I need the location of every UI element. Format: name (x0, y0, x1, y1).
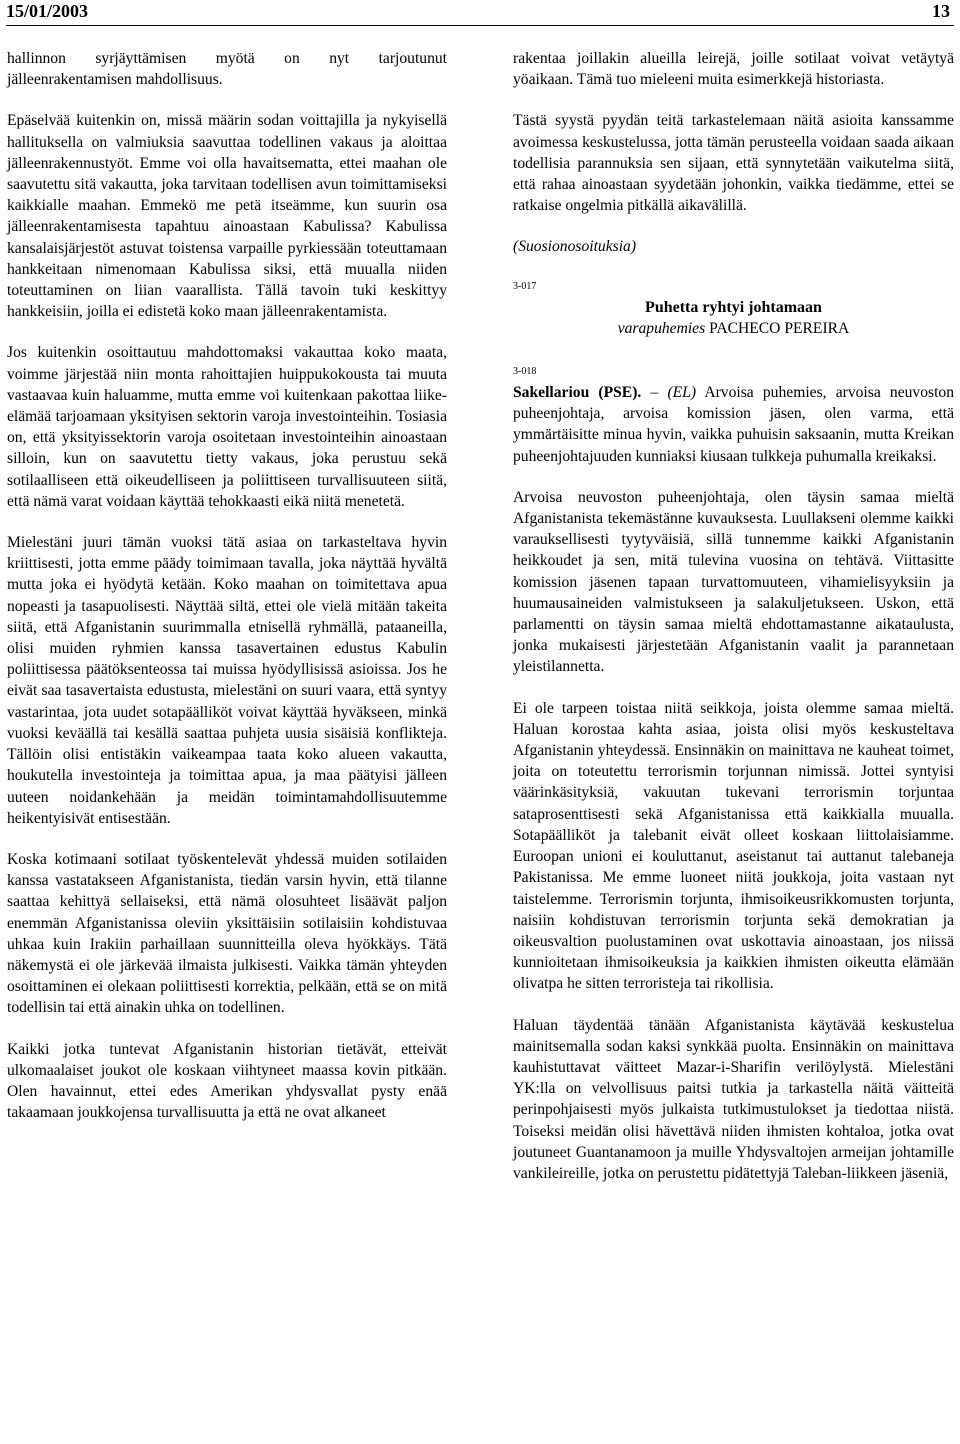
chair-change-title: Puhetta ryhtyi johtamaan (645, 298, 822, 316)
right-paragraph-3: Arvoisa neuvoston puheenjohtaja, olen täysin samaa mieltä Afganistanista tekemästänne kuvauksesta. Luullakseni olemme kaikki varauksellisesti tyytyväisiä, sillä tunnemme kaikki Afganistanin heikkoudet ja sen, mitä tulevina vuosina on tehtävä. Viittasitte komission jäsenen tapaan turvattomuuteen, vihamielisyyksiin ja huumausaineiden valmistukseen ja salakuljetukseen. Uskon, että parlamentti on täysin samaa mieltä ehdottamastanne aikataulusta, jonka mukaisesti järjestetään Afganistanin vaalit ja parannetaan yleistilannetta. (513, 488, 954, 676)
chair-change-heading (513, 297, 954, 339)
left-paragraph-6: Kaikki jotka tuntevat Afganistanin historian tietävät, etteivät ulkomaalaiset joukot ole koskaan viihtyneet maassa kovin pitkään. Olen havainnut, ettei edes Amerikan yhdysvallat pysty enää takaamaan joukkojensa turvallisuutta ja että ne ovat alkaneet (7, 1040, 447, 1122)
right-paragraph-2: Tästä syystä pyydän teitä tarkastelemaan näitä asioita kanssamme avoimessa keskustelussa, jotta tämän perusteella voidaan saada aikaan todellisia parannuksia sen sijaan, että synnytetään vaikutelma siitä, että rahaa ainoastaan syydetään johonkin, vaikka tiedämme, ettei se ratkaise ongelmia pitkällä aikavälillä. (513, 112, 954, 215)
right-paragraph-4: Ei ole tarpeen toistaa niitä seikkoja, joista olemme samaa mieltä. Haluan korostaa kahta asiaa, joista olisi myös keskusteltava Afganistanin yhteydessä. Ensinnäkin on mainittava ne kauheat toimet, joita on toteutettu terrorismin torjunnan nimissä. Jottei syntyisi väärinkäsityksiä, vakuutan tukevani terrorismin torjuntaa sataprosenttisesti sekä Afganistanissa että kaikkialla muualla. Sotapäälliköt ja talebanit eivät olleet koskaan liittolaisiamme. Euroopan unioni ei kouluttanut, aseistanut tai auttanut talebaneja Pakistanissa. Me emme luoneet niitä joukkoja, joita vastaan nyt taistelemme. Terrorismin torjunta, ihmisoikeusrikkomusten torjunta, naisiin kohdistuvan terrorismin torjunta sekä demokratian ja oikeusvaltion puolustaminen ovat uskottavia ainoastaan, jos niissä kunnioitetaan ihmisoikeuksia ja kaikkien ihmisten oikeutta elämään olivatpa he sitten terroristeja tai rikollisia. (513, 699, 954, 993)
speech-opening-text: Arvoisa puhemies, arvoisa neuvoston puheenjohtaja, arvoisa komission jäsen, olen varma, että ymmärtäisitte minua hyvin, vaikka puhuisin saksaanin, mutta Kreikan puheenjohtajuuden kunniaksi kiusaan tulkkeja puhumalla kreikaksi. (513, 384, 955, 465)
header-rule (6, 25, 954, 26)
right-paragraph-5: Haluan täydentää tänään Afganistanista käytävää keskustelua mainitsemalla sodan kaksi synkkää puolta. Ensinnäkin on mainittava kauhistuttavat väitteet Mazar-i-Sharifin verilöylystä. Mielestäni YK:lla on velvollisuus paitsi tutkia ja tarkastella näitä väitteitä perinpohjaisesti myös julkaista tutkimustulokset ja tiedottaa niistä. Toiseksi meidän olisi hävettävä niiden ihmisten kohtaloa, jotka ovat joutuneet Guantanamoon ja muille Yhdysvaltojen armeijan johtamille vankileireille, jotka on perustettu pidätettyjä Taleban-liikkeen jäseniä, (513, 1016, 954, 1182)
left-paragraph-5: Koska kotimaani sotilaat työskentelevät yhdessä muiden sotilaiden kanssa vastatakseen Afganistanista, tiedän varsin hyvin, että tilanne saattaa kehittyä sellaiseksi, että nämä olosuhteet lisäävät paljon enemmän Afganistanissa oleviin yksittäisiin sotilaisiin kohdistuvaa uhkaa kuin Irakiin parhaillaan suunnitteilla oleva hyökkäys. Tätä näkemystä ei ole järkevää ilmaista julkisesti. Vaikka tämän yhteyden osoittaminen ei olekaan poliittisesti korrektia, pelkään, että se on mitä todellisin tai että ainakin uhka on todellinen. (7, 850, 447, 1017)
reference-number-2: 3-018 (513, 366, 537, 378)
left-paragraph-3: Jos kuitenkin osoittautuu mahdottomaksi vakauttaa koko maata, voimme järjestää niin monta rahoittajien huippukokousta tai muuta vastaavaa kuin haluamme, mutta emme voi kuitenkaan pakottaa liike-elämää tarjoamaan yksityisen sektorin varoja investointeihin. Tosiasia on, että yksityissektorin varoja osoitetaan investointeihin ainoastaan silloin, kun on saavutettu tietty vakaus, joka perustuu sekä sotilaalliseen että oikeudelliseen ja poliittiseen turvallisuuteen siitä, että nämä varat voidaan käyttää tehokkaasti eikä niitä menetetä. (7, 344, 447, 510)
page-header (6, 0, 954, 24)
speech-opening (513, 382, 954, 467)
left-column (7, 48, 447, 1143)
left-paragraph-1: hallinnon syrjäyttämisen myötä on nyt tarjoutunut jälleenrakentamisen mahdollisuus. (7, 50, 447, 89)
speaker-dash: – (641, 384, 668, 402)
header-date: 15/01/2003 (6, 1, 89, 21)
language-tag: (EL) (667, 384, 697, 402)
header-page-number: 13 (932, 1, 950, 21)
applause-note: (Suosionosoituksia) (513, 238, 637, 256)
chair-name: PACHECO PEREIRA (709, 319, 850, 337)
left-paragraph-4: Mielestäni juuri tämän vuoksi tätä asiaa on tarkasteltava hyvin kriittisesti, jotta emme päädy toimimaan tavalla, joka näyttää hyvältä mutta joka ei hyödytä ketään. Koko maahan on toimitettava apua nopeasti ja tasapuolisesti. Näyttää siltä, ettei ole vielä mitään takeita siitä, että Afganistanin suurimmalla etnisellä ryhmällä, pataaneilla, olisi muiden ryhmien kanssa tasavertainen edustus Kabulin poliittisessa päätöksenteossa tai muissa hyödyllisissä asioissa. Jos he eivät saa tasavertaista edustusta, mielestäni on suuri vaara, että syntyy vastarintaa, jota uudet sotapäälliköt voivat käyttää hyväkseen, minkä vuoksi keväällä tai kesällä saattaa puhjeta uusia sisäisiä konflikteja. Tällöin olisi entistäkin vaikeampaa taata koko alueen vakautta, houkutella investointeja ja toimittaa apua, ja maa päätyisi jälleen uuteen noidankehään ja meidän toimintamahdollisuutemme heikentyisivät entisestään. (7, 534, 447, 827)
reference-number-1: 3-017 (513, 280, 537, 292)
right-paragraph-1: rakentaa joillakin alueilla leirejä, joille sotilaat voivat vetäytyä yöaikaan. Tämä tuo mieleeni muita esimerkkejä historiasta. (513, 50, 954, 89)
chair-change-person (513, 318, 954, 339)
speaker-name: Sakellariou (PSE). (513, 384, 642, 402)
left-paragraph-2: Epäselvää kuitenkin on, missä määrin sodan voittajilla ja nykyisellä hallituksella on valmiuksia saavuttaa todellinen vakaus ja aloittaa jälleenrakennustyöt. Emme voi olla havaitsematta, ettei maahan ole saavutettu sitä vakautta, joka tarvitaan todellisen avun toimittamiseksi kaikkialle maahan. Emmekö me petä itseämme, kun suurin osa jälleenrakentamisesta tapahtuu ainoastaan Kabulissa? Kabulissa kansalaisjärjestöt astuvat toistensa varpaille pyrkiessään toteuttamaan hankkeitaan nimenomaan Kabulissa siksi, että muualla niiden toteuttaminen on liian vaarallista. Tällä tavoin tuki keskittyy hankkeisiin, joilla ei edistetä koko maan jälleenrakentamista. (7, 112, 447, 321)
chair-role: varapuhemies (617, 319, 706, 337)
right-column (513, 48, 954, 1204)
